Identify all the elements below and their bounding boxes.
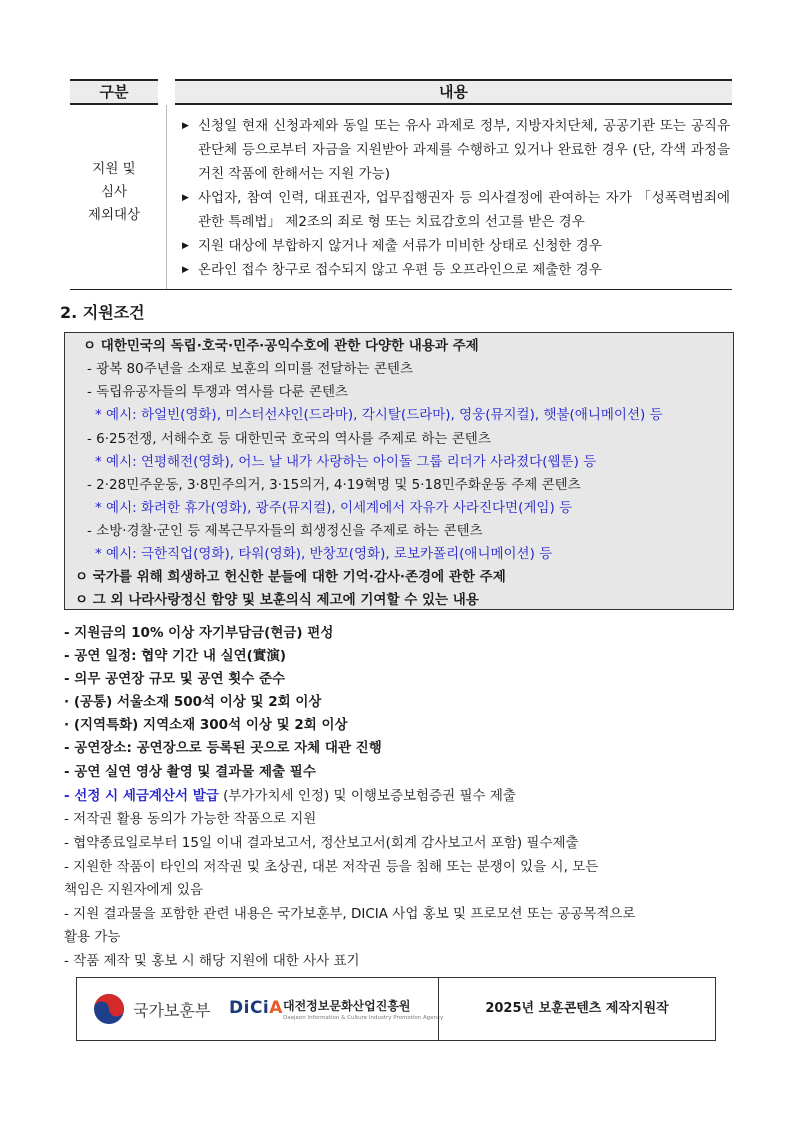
dicia-logo-accent: A [269,998,283,1018]
condition-subitem: · (공통) 서울소재 500석 이상 및 2회 이상 [64,694,322,710]
condition-item-cont: 활용 가능 [64,929,121,945]
row-label-line: 심사 [100,184,128,200]
list-item-text: 신청일 현재 신청과제와 동일 또는 유사 과제로 정부, 지방자치단체, 공공기관 또는 공직유관단체 등으로부터 자금을 지원받아 과제를 수행하고 있거나 완료한 경우 (단, 각색 과정을 거친 작품에 한해서는 지원 가능) [198,118,730,182]
list-item-text: 지원 대상에 부합하지 않거나 제출 서류가 미비한 상태로 신청한 경우 [198,238,602,254]
condition-subitem: · (지역특화) 지역소재 300석 이상 및 2회 이상 [64,717,348,733]
theme-item: - 광복 80주년을 소재로 보훈의 의미를 전달하는 콘텐츠 [87,361,413,377]
dicia-logo-text: DiCi [229,998,270,1018]
theme-item: - 6·25전쟁, 서해수호 등 대한민국 호국의 역사를 주제로 하는 콘텐츠 [87,431,491,447]
section-title: 2. 지원조건 [60,303,145,322]
dicia-name: 대전정보문화산업진흥원 [283,999,411,1013]
theme-heading: ㅇ 그 외 나라사랑정신 함양 및 보훈의식 제고에 기여할 수 있는 내용 [75,592,479,608]
theme-example: * 예시: 연평해전(영화), 어느 날 내가 사랑하는 아이돌 그룹 리더가 사라졌다(웹툰) 등 [95,454,597,470]
triangle-right-icon: ▶ [182,193,189,203]
table-header-category: 구분 [70,79,158,105]
triangle-right-icon: ▶ [182,241,189,251]
triangle-right-icon: ▶ [182,265,189,275]
condition-item: - 작품 제작 및 홍보 시 해당 지원에 대한 사사 표기 [64,953,360,969]
condition-item: - 지원한 작품이 타인의 저작권 및 초상권, 대본 저작권 등을 침해 또는 분쟁이 있을 시, 모든 [64,859,599,875]
dicia-logo [229,998,283,1018]
table-header-content: 내용 [175,79,732,105]
credit-label: 2025년 보훈콘텐츠 제작지원작 [485,1001,669,1016]
dicia-subtitle: Daejeon Information & Culture Industry Promotion Agency [283,1015,444,1021]
list-item [178,186,730,234]
theme-example: * 예시: 화려한 휴가(영화), 광주(뮤지컬), 이세계에서 자유가 사라진다면(게임) 등 [95,500,573,516]
condition-item: - 의무 공연장 규모 및 공연 횟수 준수 [64,671,286,687]
theme-example: * 예시: 하얼빈(영화), 미스터선샤인(드라마), 각시탈(드라마), 영웅(뮤지컬), 햇불(애니메이션) 등 [95,407,663,423]
list-item-text: 온라인 접수 창구로 접수되지 않고 우편 등 오프라인으로 제출한 경우 [198,262,602,278]
condition-item: - 지원금의 10% 이상 자기부담금(현금) 편성 [64,625,334,641]
condition-item: - 공연 실연 영상 촬영 및 결과물 제출 필수 [64,764,316,780]
row-label-line: 지원 및 [92,161,136,177]
condition-item: - 저작권 활용 동의가 가능한 작품으로 지원 [64,811,317,827]
condition-text: (부가가치세 인정) 및 이행보증보험증권 필수 제출 [218,788,516,804]
condition-item: - 협약종료일로부터 15일 이내 결과보고서, 정산보고서(회계 감사보고서 포함) 필수제출 [64,835,579,851]
condition-item: - 공연장소: 공연장으로 등록된 곳으로 자체 대관 진행 [64,740,382,756]
table-row-label [70,158,158,227]
theme-item: - 소방·경찰·군인 등 제복근무자들의 희생정신을 주제로 하는 콘텐츠 [87,523,483,539]
list-item-text: 사업자, 참여 인력, 대표권자, 업무집행권자 등 의사결정에 관여하는 자가 「성폭력범죄에 관한 특례법」 제2조의 죄로 형 또는 치료감호의 선고를 받은 경우 [198,190,730,230]
row-label-line: 제외대상 [87,207,141,223]
table-divider [166,105,167,289]
credit-box [76,977,716,1041]
condition-item-cont: 책임은 지원자에게 있음 [64,882,203,898]
theme-heading: ㅇ 대한민국의 독립·호국·민주·공익수호에 관한 다양한 내용과 주제 [83,338,479,354]
list-item [178,258,730,282]
triangle-right-icon: ▶ [182,121,189,131]
table-bottom-rule [70,289,732,290]
condition-item: - 공연 일정: 협약 기간 내 실연(實演) [64,648,286,664]
list-item [178,114,730,186]
theme-item: - 독립유공자들의 투쟁과 역사를 다룬 콘텐츠 [87,384,349,400]
mvpa-name: 국가보훈부 [133,1001,211,1020]
support-theme-box [64,332,734,610]
theme-item: - 2·28민주운동, 3·8민주의거, 3·15의거, 4·19혁명 및 5·18민주화운동 주제 콘텐츠 [87,477,581,493]
theme-example: * 예시: 극한직업(영화), 타워(영화), 반창꼬(영화), 로보카폴리(애니메이션) 등 [95,546,553,562]
taegeuk-logo [93,993,125,1025]
exclusion-list [178,114,730,282]
condition-item: - 지원 결과물을 포함한 관련 내용은 국가보훈부, DICIA 사업 홍보 및 프로모션 또는 공공목적으로 [64,906,636,922]
theme-heading: ㅇ 국가를 위해 희생하고 헌신한 분들에 대한 기억·감사·존경에 관한 주제 [75,569,506,585]
condition-highlight: - 선정 시 세금계산서 발급 [64,788,219,804]
list-item [178,234,730,258]
condition-item [64,784,516,804]
